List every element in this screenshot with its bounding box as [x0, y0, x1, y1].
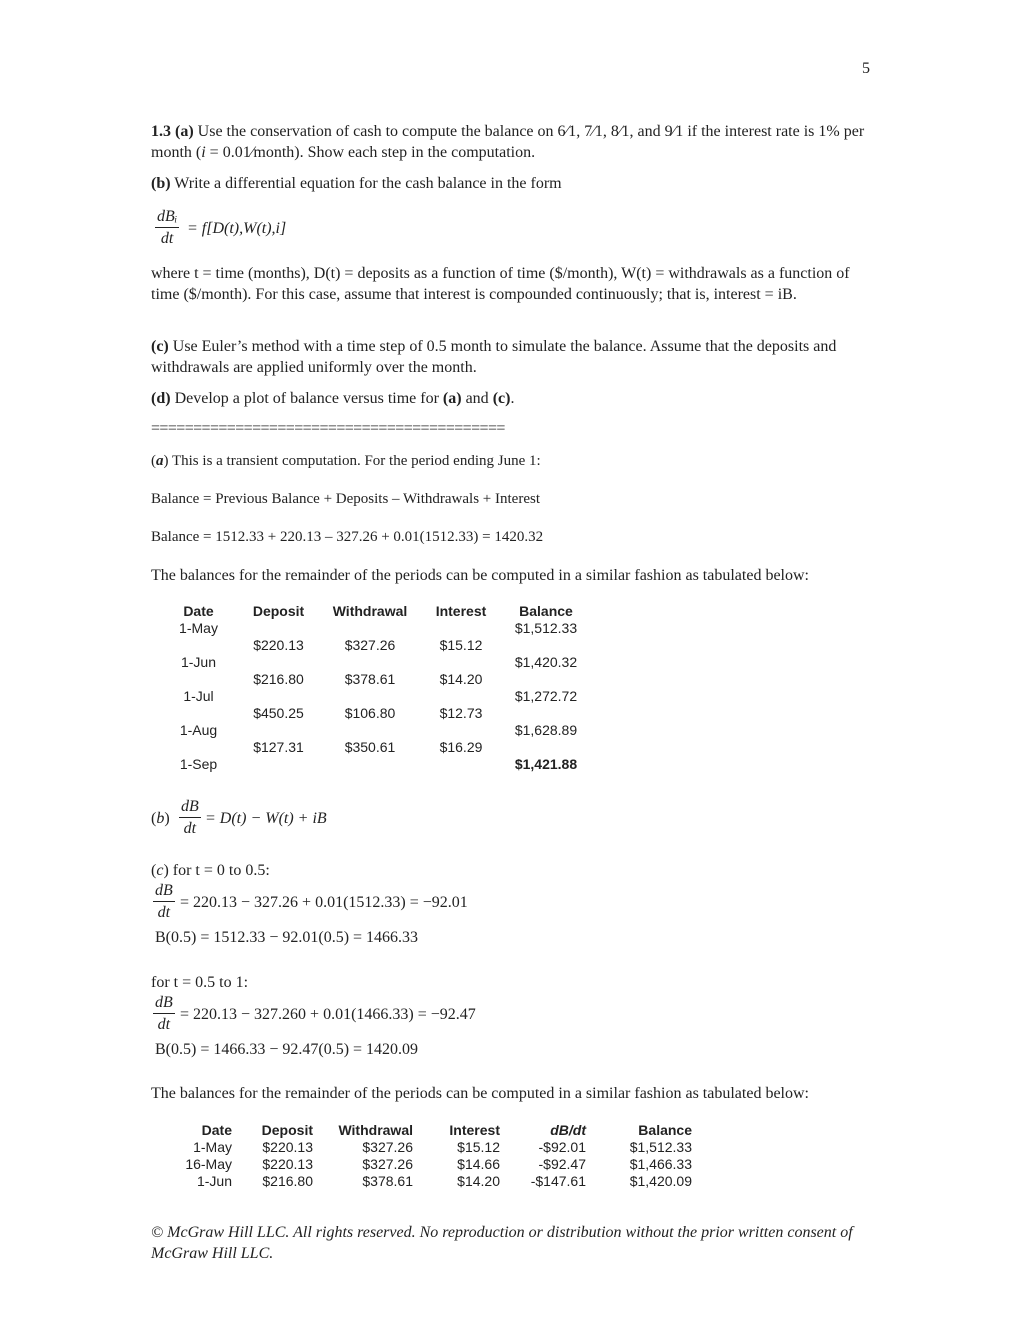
table-cell — [330, 756, 410, 773]
table-cell — [330, 654, 410, 671]
part-d-a: (a) — [442, 390, 462, 407]
table-cell: $14.20 — [439, 671, 483, 687]
solution-b-rhs: = D(t) − W(t) + iB — [205, 810, 327, 827]
part-a-i: i — [201, 144, 206, 161]
solution-c1-rhs: = 220.13 − 327.26 + 0.01(1512.33) = −92.01 — [180, 894, 468, 911]
table-cell: -$92.01 — [538, 1139, 586, 1155]
table-row — [170, 671, 580, 688]
page-number: 5 — [862, 60, 870, 77]
table-cell: $1,421.88 — [514, 756, 578, 772]
table-cell: $450.25 — [253, 705, 304, 721]
column-header: Withdrawal — [338, 1122, 413, 1138]
part-d-text: Develop a plot of balance versus time for — [170, 390, 443, 407]
table-cell — [410, 756, 512, 773]
table-row — [170, 705, 580, 722]
table-cell — [227, 722, 330, 739]
solution-c-intro: (c) for t = 0 to 0.5: — [151, 862, 270, 879]
solution-c2-fraction — [153, 993, 175, 1036]
table-cell — [227, 654, 330, 671]
table-cell — [227, 620, 330, 637]
euler-table — [170, 1122, 692, 1190]
table-cell: $16.29 — [439, 739, 483, 755]
table-row — [170, 722, 580, 739]
solution-a-intro: (a) This is a transient computation. For the period ending June 1: — [151, 453, 541, 469]
table-header-row — [170, 603, 580, 620]
part-a-text2: = 0.01⁄month). Show each step in the computation. — [205, 144, 536, 161]
sol-c2-numerator: dB — [153, 993, 175, 1014]
table-cell — [227, 756, 330, 773]
problem-part-b — [151, 173, 876, 194]
table-cell — [330, 688, 410, 705]
table-cell: 1-Sep — [179, 756, 218, 772]
where-text: where t = time (months), D(t) = deposits as a function of time ($/month), W(t) = withdrawals as a function of time ($/month). For this case, assume that interest is compounded continuously; that is, interest = iB. — [151, 265, 850, 303]
sol-a-label: a — [156, 453, 164, 469]
table-cell: -$92.47 — [538, 1156, 586, 1172]
table-cell — [330, 620, 410, 637]
table-cell: $350.61 — [344, 739, 396, 755]
column-header: Withdrawal — [332, 603, 408, 619]
table-cell: 1-May — [193, 1139, 232, 1155]
table-cell — [512, 671, 580, 688]
table-cell — [170, 637, 227, 654]
solution-c1-fraction — [153, 881, 175, 924]
sol-c1-numerator: dB — [153, 881, 175, 902]
balance-table — [170, 603, 580, 773]
table-row — [170, 739, 580, 756]
sol-c-letter: c — [156, 862, 164, 879]
table-row — [170, 637, 580, 654]
part-a-text: Use the conservation of cash to compute the balance on 6⁄1, 7⁄1, 8⁄1, and 9⁄1 if the interest rate is 1% per month ( — [151, 123, 865, 161]
table-cell — [410, 620, 512, 637]
problem-part-c — [151, 336, 876, 378]
part-b-text: Write a differential equation for the cash balance in the form — [170, 175, 562, 192]
solution-c2-rhs: = 220.13 − 327.260 + 0.01(1466.33) = −92.47 — [180, 1006, 476, 1023]
table-cell: $327.26 — [362, 1139, 413, 1155]
table-cell: $14.20 — [457, 1173, 500, 1189]
table-row — [170, 688, 580, 705]
table-cell: $327.26 — [362, 1156, 413, 1172]
table-cell: 1-Jul — [183, 688, 214, 704]
table-header-row — [170, 1122, 692, 1139]
column-header: Deposit — [261, 1122, 313, 1138]
table-cell: $220.13 — [262, 1139, 313, 1155]
copyright-footer: © McGraw Hill LLC. All rights reserved. No reproduction or distribution without the prior written consent of McGraw Hill LLC. — [151, 1224, 853, 1262]
table-cell — [512, 739, 580, 756]
part-d-label: (d) — [151, 390, 171, 407]
table-cell: $216.80 — [262, 1173, 313, 1189]
sol-c2-denominator: dt — [157, 1016, 171, 1033]
remainder-text-2: The balances for the remainder of the periods can be computed in a similar fashion as tabulated below: — [151, 1085, 809, 1102]
solution-c2-intro: for t = 0.5 to 1: — [151, 974, 249, 991]
table-cell — [410, 654, 512, 671]
table-cell — [512, 705, 580, 722]
table-cell: $1,420.09 — [629, 1173, 692, 1189]
table-cell — [170, 739, 227, 756]
remainder-text-1: The balances for the remainder of the periods can be computed in a similar fashion as tabulated below: — [151, 567, 809, 584]
part-a-label: 1.3 (a) — [151, 123, 194, 140]
table-cell: $216.80 — [253, 671, 304, 687]
solution-c2-b: B(0.5) = 1466.33 − 92.47(0.5) = 1420.09 — [155, 1041, 419, 1058]
table-cell — [410, 688, 512, 705]
problem-part-a — [151, 121, 876, 163]
column-header: Date — [183, 603, 214, 619]
column-header: Balance — [519, 603, 573, 619]
part-d-and: and — [461, 390, 493, 407]
table-row — [170, 1156, 692, 1173]
table-cell: $220.13 — [253, 637, 304, 653]
table-cell — [410, 722, 512, 739]
table-cell — [330, 722, 410, 739]
table-cell: 1-May — [179, 620, 218, 636]
table-cell — [170, 671, 227, 688]
column-header: Interest — [449, 1122, 500, 1138]
table-row — [170, 654, 580, 671]
table-cell: $220.13 — [262, 1156, 313, 1172]
table-cell: 1-Jun — [196, 1173, 232, 1189]
table-cell: $15.12 — [439, 637, 483, 653]
sol-b-letter: b — [156, 810, 165, 827]
table-cell: 1-Jun — [180, 654, 217, 670]
solution-b-fraction — [179, 797, 201, 840]
table-row — [170, 620, 580, 637]
table-cell: $378.61 — [344, 671, 396, 687]
table-cell: 1-Aug — [179, 722, 218, 738]
column-header: dB/dt — [550, 1122, 586, 1138]
table-cell — [170, 705, 227, 722]
sol-c-text: for t = 0 to 0.5: — [168, 862, 270, 879]
sol-a-text: This is a transient computation. For the period ending June 1: — [168, 453, 541, 469]
table-cell: 16-May — [185, 1156, 232, 1172]
table-row — [170, 1139, 692, 1156]
column-header: Balance — [638, 1122, 692, 1138]
problem-equation-rhs: = f[D(t),W(t),i] — [187, 220, 287, 237]
table-cell: $106.80 — [344, 705, 396, 721]
table-cell: $15.12 — [457, 1139, 500, 1155]
table-cell: $12.73 — [439, 705, 483, 721]
table-cell: $1,420.32 — [514, 654, 578, 670]
balance-equation-1: Balance = Previous Balance + Deposits – Withdrawals + Interest — [151, 491, 540, 507]
part-c-text: Use Euler’s method with a time step of 0.5 month to simulate the balance. Assume that the deposits and withdrawals are applied uniformly over the month. — [151, 338, 837, 376]
part-d-end: . — [510, 390, 515, 407]
part-b-label: (b) — [151, 175, 171, 192]
problem-part-d — [151, 388, 876, 409]
column-header: Date — [201, 1122, 232, 1138]
table-cell: $127.31 — [253, 739, 304, 755]
eq-numerator: dBᵢ — [155, 207, 179, 228]
part-c-label: (c) — [151, 338, 169, 355]
table-cell: $1,272.72 — [514, 688, 578, 704]
solution-c1-b: B(0.5) = 1512.33 − 92.01(0.5) = 1466.33 — [155, 929, 419, 946]
table-cell: $327.26 — [344, 637, 396, 653]
table-row — [170, 756, 580, 773]
sol-c1-denominator: dt — [157, 904, 171, 921]
sol-b-denominator: dt — [183, 820, 197, 837]
part-d-c: (c) — [492, 390, 511, 407]
balance-equation-2: Balance = 1512.33 + 220.13 – 327.26 + 0.01(1512.33) = 1420.32 — [151, 529, 544, 545]
table-cell: $1,466.33 — [629, 1156, 692, 1172]
solution-b-label: (b) — [151, 810, 170, 827]
eq-denominator: dt — [160, 230, 174, 247]
table-cell: -$147.61 — [530, 1173, 586, 1189]
table-cell — [512, 637, 580, 654]
column-header: Deposit — [252, 603, 305, 619]
table-row — [170, 1173, 692, 1190]
column-header: Interest — [435, 603, 487, 619]
sol-b-numerator: dB — [179, 797, 201, 818]
table-cell: $1,512.33 — [629, 1139, 692, 1155]
table-cell: $378.61 — [362, 1173, 413, 1189]
table-cell — [227, 688, 330, 705]
table-cell: $1,512.33 — [514, 620, 578, 636]
table-cell: $1,628.89 — [514, 722, 578, 738]
separator-line: ========================================== — [151, 420, 505, 437]
table-cell: $14.66 — [457, 1156, 500, 1172]
problem-equation-fraction — [155, 207, 179, 250]
